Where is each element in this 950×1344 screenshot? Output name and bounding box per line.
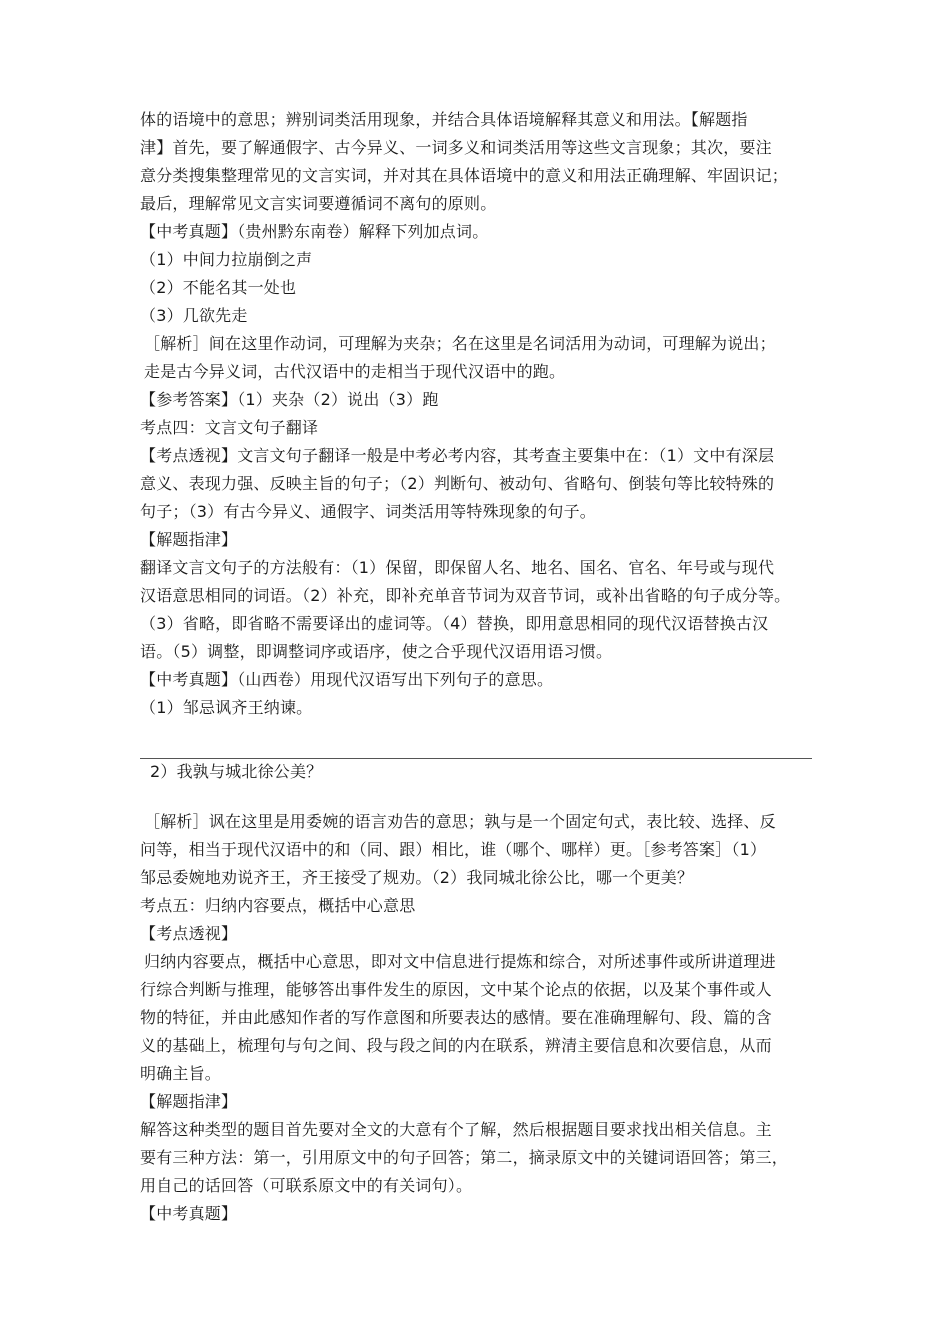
paragraph-line: 行综合判断与推理，能够答出事件发生的原因，文中某个论点的依据，以及某个事件或人 [140,980,772,999]
text-block-upper [140,106,820,722]
exam-question-heading: 【中考真题】（山西卷）用现代汉语写出下列句子的意思。 [140,670,554,689]
analysis-line: 走是古今异义词，古代汉语中的走相当于现代汉语中的跑。 [144,362,566,381]
paragraph-line: 意义、表现力强、反映主旨的句子；（2）判断句、被动句、省略句、倒装句等比较特殊的 [140,474,775,493]
paragraph-line: 翻译文言文句子的方法般有：（1）保留，即保留人名、地名、国名、官名、年号或与现代 [140,558,775,577]
section-heading: 考点五：归纳内容要点，概括中心意思 [140,896,416,915]
question-item: （3）几欲先走 [140,306,248,325]
question-item: 2）我孰与城北徐公美？ [150,762,323,781]
text-block-lower [140,808,820,1228]
subheading: 【解题指津】 [140,530,238,549]
section-heading: 考点四：文言文句子翻译 [140,418,319,437]
question-item: （1）邹忌讽齐王纳谏。 [140,698,313,717]
paragraph-line: 明确主旨。 [140,1064,222,1083]
paragraph-line: 津】首先，要了解通假字、古今异义、一词多义和词类活用等这些文言现象；其次，要注 [140,138,772,157]
paragraph-line: 要有三种方法：第一，引用原文中的句子回答；第二，摘录原文中的关键词语回答；第三， [140,1148,789,1167]
paragraph-line: 汉语意思相同的词语。（2）补充，即补充单音节词为双音节词，或补出省略的句子成分等。 [140,586,791,605]
paragraph-line: 用自己的话回答（可联系原文中的有关词句）。 [140,1176,473,1195]
question-item: （2）不能名其一处也 [140,278,297,297]
reference-answer: 邹忌委婉地劝说齐王，齐王接受了规劝。（2）我同城北徐公比，哪一个更美？ [140,868,694,887]
text-block-answer [140,758,820,786]
subheading: 【解题指津】 [140,1092,238,1111]
exam-question-heading: 【中考真题】 [140,1204,238,1223]
analysis-line: ［解析］间在这里作动词，可理解为夹杂；名在这里是名词活用为动词，可理解为说出； [144,334,776,353]
paragraph-line: 义的基础上，梳理句与句之间、段与段之间的内在联系，辨清主要信息和次要信息，从而 [140,1036,772,1055]
paragraph-line: 物的特征，并由此感知作者的写作意图和所要表达的感情。要在准确理解句、段、篇的含 [140,1008,772,1027]
paragraph-line: 体的语境中的意思；辨别词类活用现象，并结合具体语境解释其意义和用法。【解题指 [140,110,748,129]
paragraph-line: 句子；（3）有古今异义、通假字、词类活用等特殊现象的句子。 [140,502,596,521]
paragraph-line: 归纳内容要点，概括中心意思，即对文中信息进行提炼和综合，对所述事件或所讲道理进 [144,952,776,971]
question-item: （1）中间力拉崩倒之声 [140,250,313,269]
paragraph-line: 【考点透视】文言文句子翻译一般是中考必考内容，其考查主要集中在：（1）文中有深层 [140,446,775,465]
subheading: 【考点透视】 [140,924,238,943]
exam-question-heading: 【中考真题】（贵州黔东南卷）解释下列加点词。 [140,222,489,241]
paragraph-line: 语。（5）调整，即调整词序或语序，使之合乎现代汉语用语习惯。 [140,642,613,661]
paragraph-line: 最后，理解常见文言实词要遵循词不离句的原则。 [140,194,497,213]
paragraph-line: 意分类搜集整理常见的文言实词，并对其在具体语境中的意义和用法正确理解、牢固识记； [140,166,789,185]
analysis-line: ［解析］讽在这里是用委婉的语言劝告的意思；孰与是一个固定句式，表比较、选择、反 [144,812,776,831]
paragraph-line: 解答这种类型的题目首先要对全文的大意有个了解，然后根据题目要求找出相关信息。主 [140,1120,772,1139]
analysis-line: 问等，相当于现代汉语中的和（同、跟）相比，谁（哪个、哪样）更。［参考答案］（1） [140,840,767,859]
paragraph-line: （3）省略，即省略不需要译出的虚词等。（4）替换，即用意思相同的现代汉语替换古汉 [140,614,769,633]
reference-answer: 【参考答案】（1）夹杂（2）说出（3）跑 [140,390,439,409]
